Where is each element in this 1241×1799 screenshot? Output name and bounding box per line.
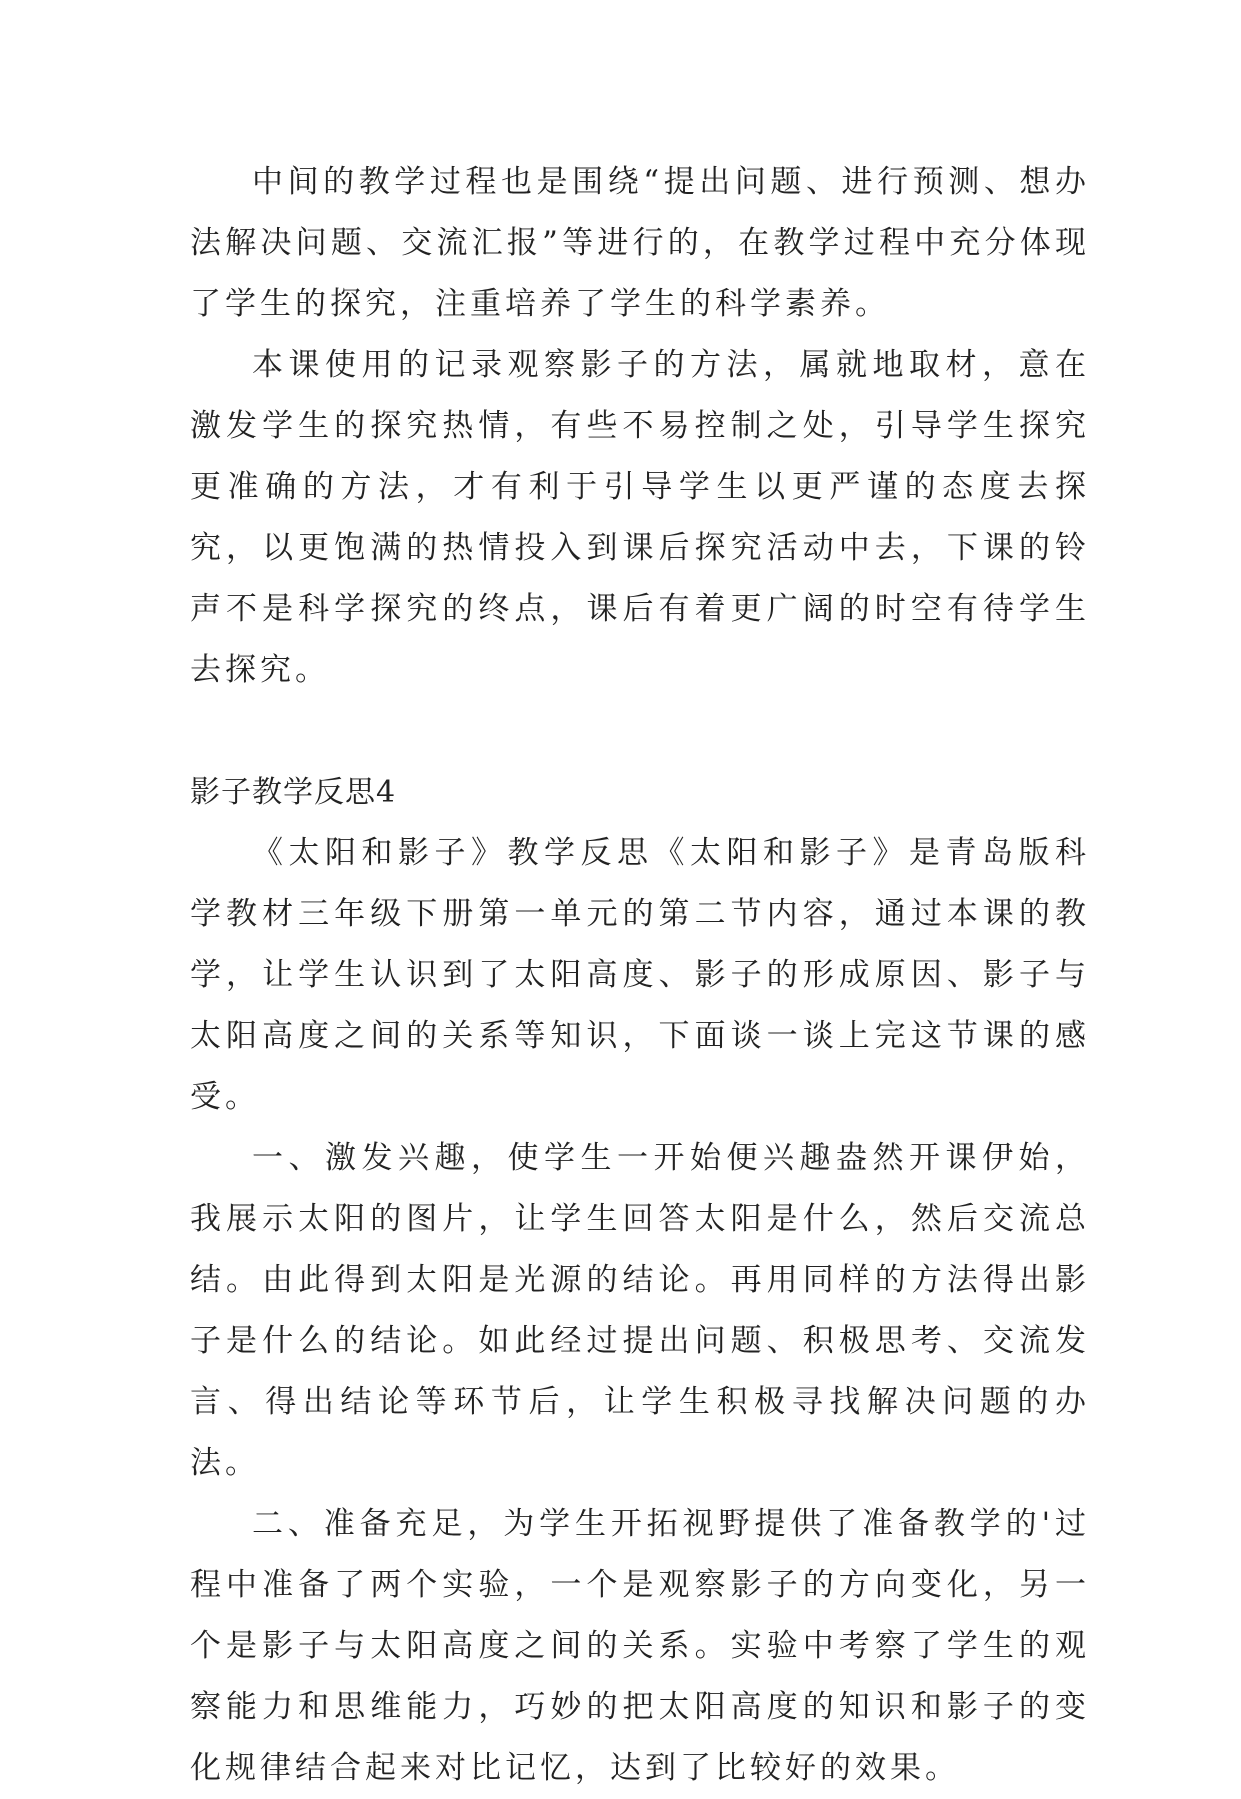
paragraph-point-one: 一、激发兴趣，使学生一开始便兴趣盎然开课伊始，我展示太阳的图片，让学生回答太阳是什么，然后交流总结。由此得到太阳是光源的结论。再用同样的方法得出影子是什么的结论。如此经过提出问题、积极思考、交流发言、得出结论等环节后，让学生积极寻找解决问题的办法。 [190, 1140, 1090, 1481]
paragraph-teaching-process: 中间的教学过程也是围绕“提出问题、进行预测、想办法解决问题、交流汇报”等进行的，在教学过程中充分体现了学生的探究，注重培养了学生的科学素养。 [190, 164, 1090, 322]
document-body [190, 152, 1090, 1799]
paragraph-intro: 《太阳和影子》教学反思《太阳和影子》是青岛版科学教材三年级下册第一单元的第二节内容，通过本课的教学，让学生认识到了太阳高度、影子的形成原因、影子与太阳高度之间的关系等知识，下面谈一谈上完这节课的感受。 [190, 835, 1090, 1115]
section-title: 影子教学反思4 [190, 775, 397, 810]
paragraph-observation-method: 本课使用的记录观察影子的方法，属就地取材，意在激发学生的探究热情，有些不易控制之处，引导学生探究更准确的方法，才有利于引导学生以更严谨的态度去探究，以更饱满的热情投入到课后探究活动中去，下课的铃声不是科学探究的终点，课后有着更广阔的时空有待学生去探究。 [190, 347, 1090, 688]
paragraph-point-two: 二、准备充足，为学生开拓视野提供了准备教学的'过程中准备了两个实验，一个是观察影子的方向变化，另一个是影子与太阳高度之间的关系。实验中考察了学生的观察能力和思维能力，巧妙的把太阳高度的知识和影子的变化规律结合起来对比记忆，达到了比较好的效果。 [190, 1506, 1090, 1786]
